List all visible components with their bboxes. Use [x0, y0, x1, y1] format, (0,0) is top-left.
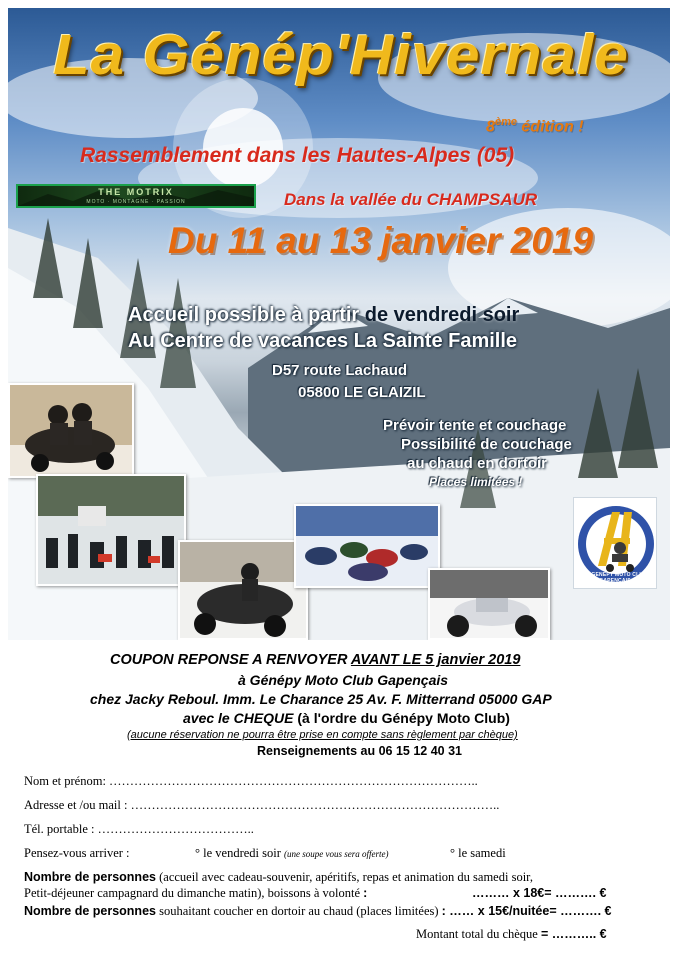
edition-number: 8: [486, 118, 495, 136]
coupon-deadline: AVANT LE 5 janvier 2019: [350, 652, 521, 668]
sleep-line-possible: Possibilité de couchage: [401, 436, 572, 453]
field-total[interactable]: [416, 927, 607, 942]
photo-tents-snow: [294, 504, 440, 588]
total-label: Montant total du chèque: [416, 927, 541, 941]
dortoir-description: souhaitant coucher en dortoir au chaud (places limitées): [155, 904, 442, 918]
photo-sidecar-riders: [8, 383, 134, 478]
option-samedi[interactable]: ° le samedi: [450, 846, 506, 860]
field-name[interactable]: Nom et prénom: ……………………………………………………………………………..: [24, 774, 478, 788]
accueil-text: Accueil possible à partir: [128, 304, 360, 326]
cheque-order: (à l'ordre du Génépy Moto Club): [293, 710, 510, 726]
sleep-line-limited: Places limitées !: [429, 475, 523, 489]
genepy-club-logo: [573, 497, 657, 589]
field-persons-repas-line2[interactable]: [24, 886, 607, 901]
banner-subtitle: MOTO · MONTAGNE · PASSION: [86, 199, 186, 205]
field-arrival: [24, 846, 506, 861]
edition-word: édition !: [521, 118, 584, 136]
valley-line: Dans la vallée du CHAMPSAUR: [284, 190, 538, 209]
rassemblement-line: Rassemblement dans les Hautes-Alpes (05): [80, 144, 515, 167]
motrix-banner-logo: [16, 184, 256, 208]
total-value: = ……….. €: [540, 927, 607, 941]
persons-description: (accueil avec cadeau-souvenir, apéritifs, repas et animation du samedi soir,: [155, 870, 533, 884]
sleep-line-tent: Prévoir tente et couchage: [383, 417, 567, 434]
persons-colon: :: [363, 886, 368, 900]
club-logo-text: LE GENEPY MOTO CLUB GAPENÇAIS: [583, 572, 647, 584]
event-title: La Génép'Hivernale: [53, 22, 629, 87]
field-persons-dortoir[interactable]: [24, 904, 612, 919]
venue-name: Au Centre de vacances La Sainte Famille: [128, 330, 518, 352]
sleep-line-dortoir: au chaud en dortoir: [407, 455, 548, 472]
coupon-address: chez Jacky Reboul. Imm. Le Charance 25 Av. F. Mitterrand 05000 GAP: [90, 691, 552, 707]
field-phone[interactable]: Tél. portable : ………………………………..: [24, 822, 254, 836]
banner-title: THE MOTRIX: [98, 187, 174, 197]
field-mail[interactable]: Adresse et /ou mail : ……………………………………………………………………………..: [24, 798, 500, 812]
coupon-cheque: [183, 710, 510, 726]
event-dates: Du 11 au 13 janvier 2019: [168, 220, 594, 261]
dortoir-price-15: : …… x 15€/nuitée= ………. €: [441, 904, 612, 918]
cheque-label: avec le CHEQUE: [183, 710, 294, 726]
coupon-phone: Renseignements au 06 15 12 40 31: [257, 744, 462, 758]
venue-address-city: 05800 LE GLAIZIL: [298, 384, 426, 401]
option-vendredi-label: ° le vendredi soir: [195, 846, 285, 860]
edition-suffix: ème: [494, 116, 517, 128]
persons-price-18: ……… x 18€= ………. €: [472, 886, 607, 900]
coupon-club: à Génépy Moto Club Gapençais: [238, 672, 449, 688]
persons-description-2: Petit-déjeuner campagnard du dimanche matin), boissons à volonté: [24, 886, 364, 900]
option-vendredi[interactable]: [195, 846, 389, 861]
coupon-note: (aucune réservation ne pourra être prise en compte sans règlement par chèque): [127, 729, 518, 741]
persons-label: Nombre de personnes: [24, 870, 156, 884]
arrival-label: Pensez-vous arriver :: [24, 846, 130, 860]
option-vendredi-note: (une soupe vous sera offerte): [284, 849, 389, 859]
field-persons-repas-line1: [24, 870, 533, 885]
coupon-title: [110, 652, 520, 668]
accueil-highlight: de vendredi soir: [364, 304, 520, 326]
photo-sidecar-snow: [178, 540, 308, 640]
coupon-title-text: COUPON REPONSE A RENVOYER: [110, 652, 351, 668]
photo-motorbike-snow: [428, 568, 550, 640]
dortoir-label: Nombre de personnes: [24, 904, 156, 918]
edition-label: [486, 116, 584, 136]
venue-address-street: D57 route Lachaud: [272, 362, 408, 379]
accommodation-info: [383, 416, 572, 492]
accueil-line: [128, 304, 519, 327]
photo-group-bikes: [36, 474, 186, 586]
event-poster: [8, 8, 670, 640]
